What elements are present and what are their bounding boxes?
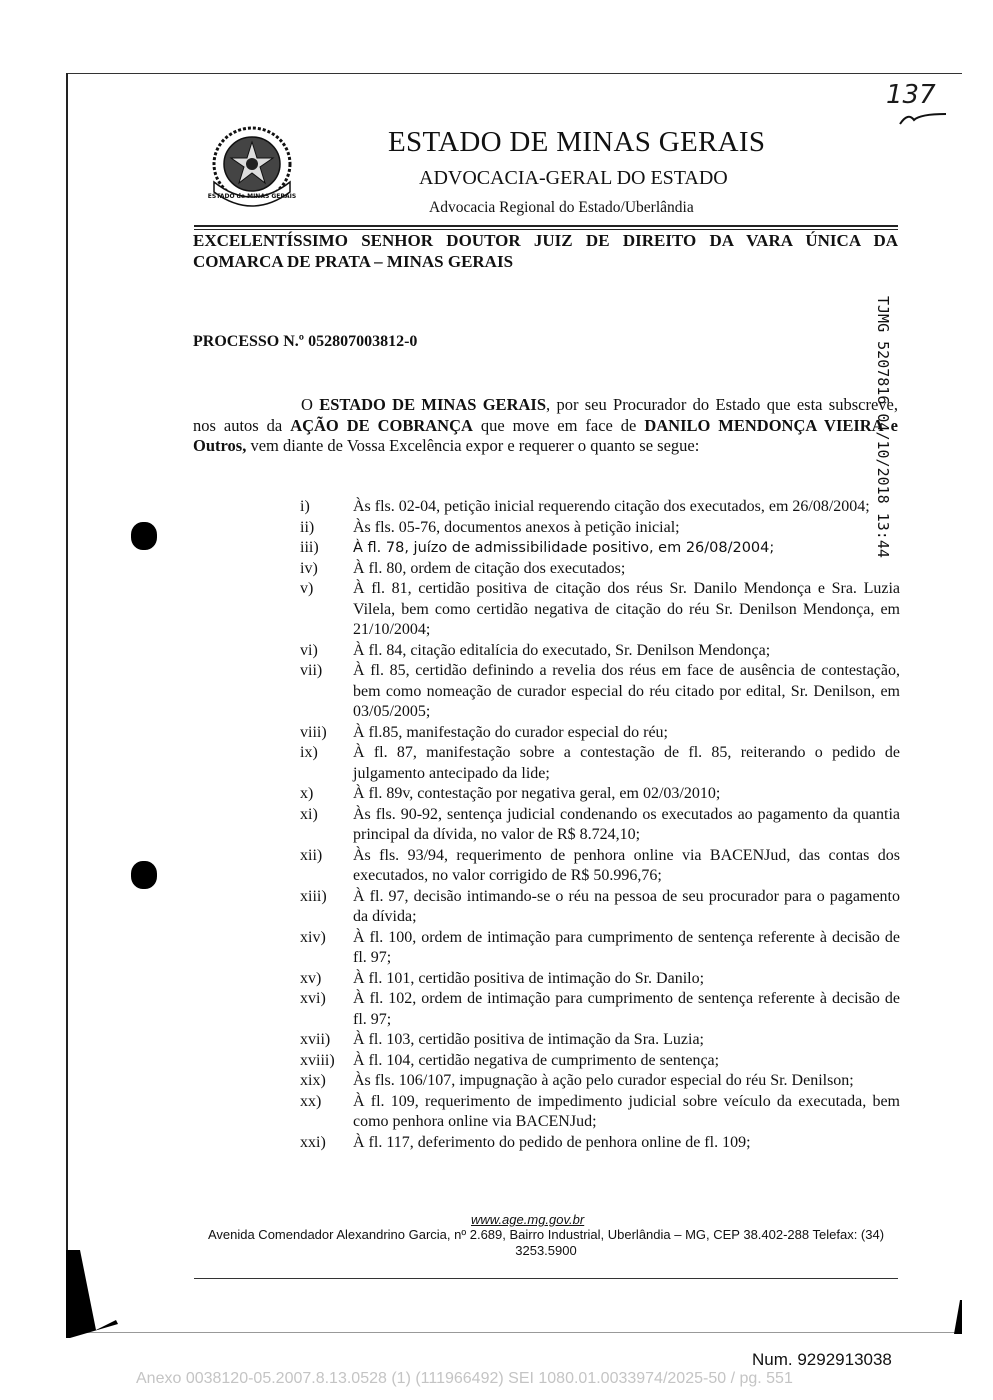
intro-paragraph (193, 395, 898, 457)
item-text: Às fls. 02-04, petição inicial requerendo citação dos executados, em 26/08/2004; (353, 498, 870, 515)
item-text: À fl. 84, citação editalícia do executado, Sr. Denilson Mendonça; (353, 641, 771, 659)
item-text: Às fls. 90-92, sentença judicial condenando os executados ao pagamento da quantia principal da dívida, no valor de R$ 8.724,10; (353, 805, 900, 843)
svg-text:ESTADO de MINAS GERAIS: ESTADO de MINAS GERAIS (207, 193, 297, 200)
scan-border-left (66, 73, 68, 1333)
header-agency: ADVOCACIA-GERAL DO ESTADO (419, 167, 728, 189)
footer-rule (194, 1278, 898, 1279)
header-rule (194, 225, 898, 227)
item-number: xix) (300, 1072, 326, 1089)
item-number: i) (300, 498, 310, 515)
item-number: xvi) (300, 990, 326, 1007)
intro-text: , por seu Procurador do Estado que esta subscreve, nos autos da (193, 395, 898, 435)
item-text: À fl. 89v, contestação por negativa geral, em 02/03/2010; (353, 785, 721, 802)
list-item (300, 1071, 900, 1092)
intro-text: que move em face de (472, 415, 645, 435)
item-text: À fl. 109, requerimento de impedimento judicial sobre veículo da executada, bem como penhora online via BACENJud; (353, 1092, 900, 1130)
item-text: À fl. 100, ordem de intimação para cumprimento de sentença referente à decisão de fl. 97; (353, 928, 900, 966)
punch-hole-mark (131, 861, 157, 889)
list-item (300, 1092, 900, 1133)
item-number: vi) (300, 641, 318, 659)
scan-border-bottom (66, 1332, 960, 1333)
list-item (300, 661, 900, 723)
item-text: À fl. 101, certidão positiva de intimação do Sr. Danilo; (353, 969, 705, 987)
item-text: À fl. 102, ordem de intimação para cumprimento de sentença referente à decisão de fl. 97; (353, 990, 900, 1028)
list-item (300, 641, 900, 662)
item-number: ix) (300, 744, 318, 761)
header-state-title: ESTADO DE MINAS GERAIS (388, 126, 766, 158)
footer-website-link[interactable]: www.age.mg.gov.br (471, 1212, 585, 1227)
item-text: À fl. 81, certidão positiva de citação dos réus Sr. Danilo Mendonça e Sra. Luzia Vilela, bem como certidão negativa de citação do réu Sr. Denilson Mendonça, em 21/10/2004; (353, 580, 900, 638)
item-text: À fl. 97, decisão intimando-se o réu na pessoa de seu procurador para o pagamento da dívida; (353, 887, 900, 925)
item-text: À fl. 78, juízo de admissibilidade positivo, em 26/08/2004; (353, 540, 775, 556)
item-text: À fl. 87, manifestação sobre a contestação de fl. 85, reiterando o pedido de julgamento antecipado da lide; (353, 744, 900, 782)
list-item (300, 969, 900, 990)
item-text: À fl. 103, certidão positiva de intimação da Sra. Luzia; (353, 1031, 704, 1048)
item-number: iii) (300, 539, 319, 556)
item-text: Às fls. 93/94, requerimento de penhora online via BACENJud, das contas dos executados, no valor corrigido de R$ 50.996,76; (353, 846, 900, 884)
list-item (300, 989, 900, 1030)
item-number: ii) (300, 518, 315, 536)
list-item (300, 723, 900, 744)
item-number: xv) (300, 969, 322, 987)
list-item (300, 743, 900, 784)
list-item (300, 579, 900, 641)
list-item (300, 1051, 900, 1072)
list-item (300, 518, 900, 539)
list-item (300, 1133, 900, 1154)
item-number: xii) (300, 846, 323, 864)
item-text: À fl. 117, deferimento do pedido de penhora online de fl. 109; (353, 1133, 751, 1151)
list-item (300, 805, 900, 846)
item-text: À fl.85, manifestação do curador especial do réu; (353, 723, 668, 741)
intro-defendants: DANILO MENDONÇA VIEIRA e Outros, (193, 415, 898, 455)
footer-address: Avenida Comendador Alexandrino Garcia, nº 2.689, Bairro Industrial, Uberlândia – MG, CEP 38.402-288 Telefax: (34) 3253.5900 (207, 1227, 885, 1258)
item-number: vii) (300, 662, 323, 679)
list-item (300, 784, 900, 805)
item-text: À fl. 85, certidão definindo a revelia dos réus em face de ausência de contestação, bem como nomeação de curador especial do réu citado por edital, Sr. Denilson, em 03/05/2005; (353, 662, 900, 720)
punch-hole-mark (131, 522, 157, 550)
item-number: xvii) (300, 1031, 331, 1048)
item-number: xiii) (300, 887, 327, 905)
scan-edge-mark (66, 1250, 126, 1340)
scan-border-top (66, 73, 962, 74)
item-text: À fl. 104, certidão negativa de cumprimento de sentença; (353, 1051, 720, 1069)
item-number: xiv) (300, 928, 326, 946)
list-item (300, 559, 900, 580)
scan-edge-mark (950, 1300, 962, 1334)
header-regional-office: Advocacia Regional do Estado/Uberlândia (429, 199, 694, 216)
list-item (300, 1030, 900, 1051)
item-text: À fl. 80, ordem de citação dos executados; (353, 559, 626, 577)
list-item (300, 928, 900, 969)
list-item (300, 846, 900, 887)
annex-watermark: Anexo 0038120-05.2007.8.13.0528 (1) (111966492) SEI 1080.01.0033974/2025-50 / pg. 551 (136, 1370, 793, 1387)
item-number: xxi) (300, 1133, 326, 1151)
item-text: Às fls. 106/107, impugnação à ação pelo curador especial do réu Sr. Denilson; (353, 1072, 854, 1089)
item-number: x) (300, 785, 314, 802)
item-number: xviii) (300, 1051, 335, 1069)
stamp-text: TJMG 5207816 04/10/2018 13:44 (874, 296, 892, 558)
list-item (300, 887, 900, 928)
state-crest-icon (206, 122, 298, 214)
procedural-history-list (300, 497, 900, 1153)
item-number: xx) (300, 1092, 322, 1110)
process-number: PROCESSO N.º 052807003812-0 (193, 333, 418, 350)
intro-text: vem diante de Vossa Excelência expor e requerer o quanto se segue: (246, 436, 700, 455)
handwritten-page-number: 137 (886, 80, 936, 110)
item-number: xi) (300, 805, 318, 823)
list-item (300, 538, 900, 559)
intro-party-state: ESTADO DE MINAS GERAIS (319, 395, 546, 414)
document-number: Num. 9292913038 (752, 1350, 892, 1369)
item-text: Às fls. 05-76, documentos anexos à petição inicial; (353, 518, 680, 536)
intro-text: O (301, 395, 320, 414)
item-number: v) (300, 580, 314, 597)
list-item (300, 497, 900, 518)
handwritten-signature-mark (898, 108, 948, 128)
item-number: viii) (300, 723, 327, 741)
intro-action-type: AÇÃO DE COBRANÇA (290, 415, 473, 435)
item-number: iv) (300, 559, 318, 577)
court-addressee: EXCELENTÍSSIMO SENHOR DOUTOR JUIZ DE DIREITO DA VARA ÚNICA DA COMARCA DE PRATA – MINAS GERAIS (193, 231, 898, 271)
